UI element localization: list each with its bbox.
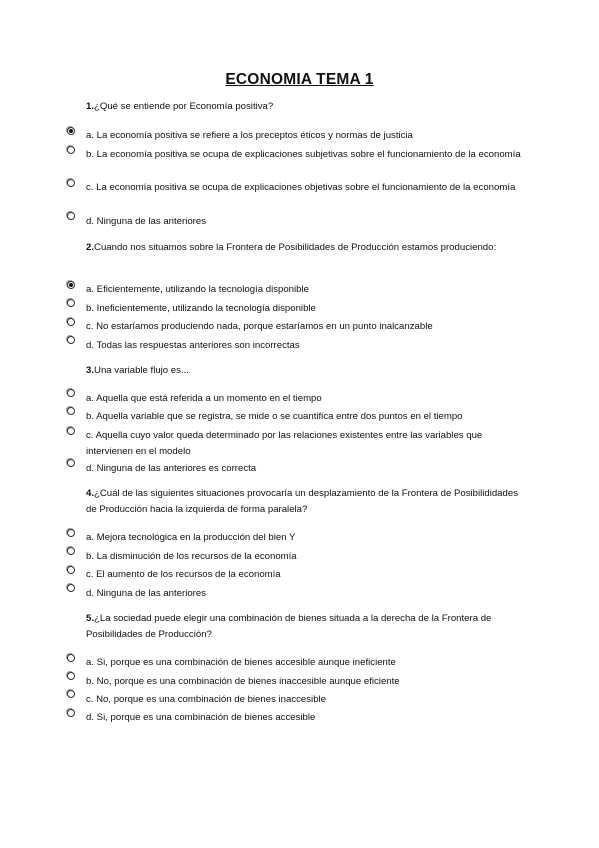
question-number: 5. bbox=[86, 613, 95, 624]
radio-button[interactable] bbox=[67, 389, 75, 397]
option-label: d. Si, porque es una combinación de bienes accesible bbox=[86, 712, 316, 723]
question-number: 4. bbox=[86, 488, 95, 499]
option-label: a. Eficientemente, utilizando la tecnología disponible bbox=[86, 284, 309, 295]
question-text: ¿La sociedad puede elegir una combinación de bienes situada a la derecha de la Frontera de Posibilidades de Producción? bbox=[86, 613, 492, 640]
option-label: b. Aquella variable que se registra, se mide o se cuantifica entre dos puntos en el tiempo bbox=[86, 411, 463, 422]
question-text: Una variable flujo es... bbox=[94, 365, 189, 376]
option-label: d. Todas las respuestas anteriores son incorrectas bbox=[86, 340, 300, 351]
question-4 bbox=[86, 486, 526, 518]
radio-button[interactable] bbox=[67, 146, 75, 154]
radio-button[interactable] bbox=[67, 529, 75, 537]
page-title: ECONOMIA TEMA 1 bbox=[225, 71, 374, 88]
question-text: ¿Cuál de las siguientes situaciones provocaría un desplazamiento de la Frontera de Posibilididades de Producción hacia la izquierda de forma paralela? bbox=[86, 488, 518, 515]
question-5 bbox=[86, 611, 526, 643]
question-number: 1. bbox=[86, 101, 95, 112]
radio-button[interactable] bbox=[67, 127, 75, 135]
question-1 bbox=[86, 99, 526, 115]
radio-button[interactable] bbox=[67, 672, 75, 680]
option-label: a. La economía positiva se refiere a los preceptos éticos y normas de justicia bbox=[86, 130, 413, 141]
question-text: Cuando nos situamos sobre la Frontera de Posibilidades de Producción estamos produciendo: bbox=[94, 242, 497, 253]
radio-button[interactable] bbox=[67, 179, 75, 187]
radio-button[interactable] bbox=[67, 407, 75, 415]
option-label: c. El aumento de los recursos de la economía bbox=[86, 569, 281, 580]
radio-button[interactable] bbox=[67, 566, 75, 574]
question-number: 3. bbox=[86, 365, 95, 376]
option-label: b. Ineficientemente, utilizando la tecnología disponible bbox=[86, 303, 316, 314]
option-label: b. No, porque es una combinación de bienes inaccesible aunque eficiente bbox=[86, 676, 400, 687]
option-label: d. Ninguna de las anteriores bbox=[86, 588, 206, 599]
option-label: c. No estaríamos produciendo nada, porque estaríamos en un punto inalcanzable bbox=[86, 321, 433, 332]
question-text: ¿Qué se entiende por Economía positiva? bbox=[94, 101, 274, 112]
radio-button[interactable] bbox=[67, 318, 75, 326]
radio-button[interactable] bbox=[67, 299, 75, 307]
radio-button[interactable] bbox=[67, 584, 75, 592]
option-label: c. La economía positiva se ocupa de explicaciones objetivas sobre el funcionamiento de la economía bbox=[86, 182, 516, 193]
option-label: c. Aquella cuyo valor queda determinado por las relaciones existentes entre las variables que intervienen en el modelo bbox=[86, 430, 483, 457]
option-label: d. Ninguna de las anteriores bbox=[86, 216, 206, 227]
radio-button[interactable] bbox=[67, 212, 75, 220]
question-2 bbox=[86, 240, 526, 256]
radio-button[interactable] bbox=[67, 459, 75, 467]
radio-button[interactable] bbox=[67, 654, 75, 662]
question-3 bbox=[86, 363, 526, 379]
question-number: 2. bbox=[86, 242, 95, 253]
radio-button[interactable] bbox=[67, 336, 75, 344]
option-label: b. La economía positiva se ocupa de explicaciones subjetivas sobre el funcionamiento de la economía bbox=[86, 149, 521, 160]
radio-button[interactable] bbox=[67, 281, 75, 289]
option-label: d. Ninguna de las anteriores es correcta bbox=[86, 463, 257, 474]
radio-button[interactable] bbox=[67, 547, 75, 555]
option-label: a. Mejora tecnológica en la producción del bien Y bbox=[86, 532, 296, 543]
option-label: c. No, porque es una combinación de bienes inaccesible bbox=[86, 694, 326, 705]
option-label: a. Si, porque es una combinación de bienes accesible aunque ineficiente bbox=[86, 657, 396, 668]
option-label: a. Aquella que está referida a un momento en el tiempo bbox=[86, 393, 322, 404]
radio-button[interactable] bbox=[67, 690, 75, 698]
option-label: b. La disminución de los recursos de la economía bbox=[86, 551, 297, 562]
radio-button[interactable] bbox=[67, 709, 75, 717]
radio-button[interactable] bbox=[67, 427, 75, 435]
